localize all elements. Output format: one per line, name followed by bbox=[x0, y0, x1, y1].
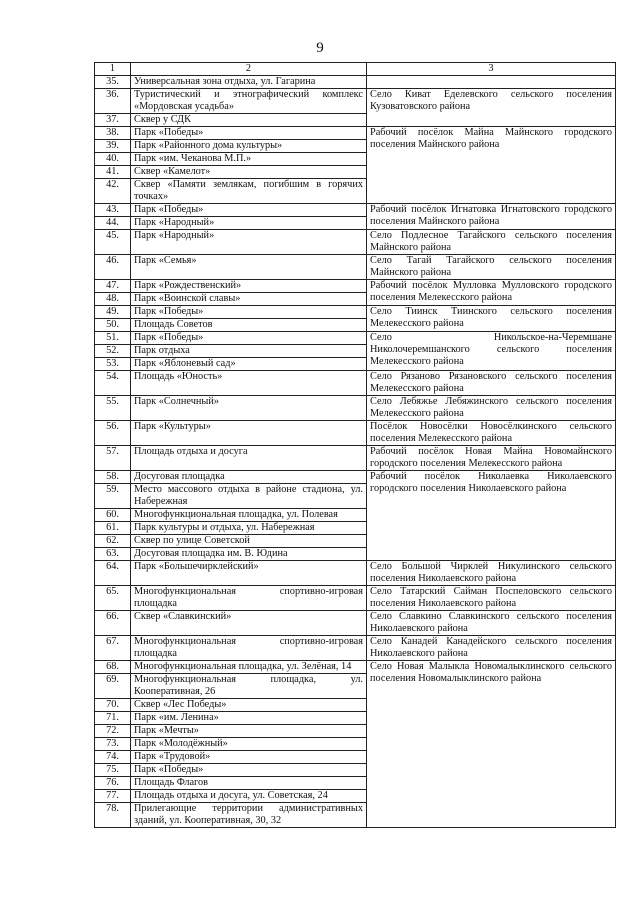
facility-name: Площадь «Юность» bbox=[131, 371, 367, 396]
row-number: 57. bbox=[95, 446, 131, 471]
table-row bbox=[95, 127, 616, 140]
facility-name: Многофункциональная спортивно-игровая площадка bbox=[131, 586, 367, 611]
row-number: 39. bbox=[95, 140, 131, 153]
row-number: 62. bbox=[95, 535, 131, 548]
row-number: 47. bbox=[95, 280, 131, 293]
row-number: 66. bbox=[95, 611, 131, 636]
row-number: 67. bbox=[95, 636, 131, 661]
settlement-location: Рабочий посёлок Новая Майна Новомайнского городского поселения Мелекесского района bbox=[367, 446, 616, 471]
settlement-location: Рабочий посёлок Николаевка Николаевского городского поселения Николаевского района bbox=[367, 471, 616, 561]
facility-name: Сквер «Памяти землякам, погибшим в горячих точках» bbox=[131, 179, 367, 204]
row-number: 52. bbox=[95, 345, 131, 358]
table-row bbox=[95, 255, 616, 280]
row-number: 69. bbox=[95, 674, 131, 699]
row-number: 63. bbox=[95, 548, 131, 561]
table-row bbox=[95, 446, 616, 471]
row-number: 75. bbox=[95, 764, 131, 777]
row-number: 73. bbox=[95, 738, 131, 751]
facility-name: Сквер «Камелот» bbox=[131, 166, 367, 179]
facility-name: Парк «Яблоневый сад» bbox=[131, 358, 367, 371]
row-number: 48. bbox=[95, 293, 131, 306]
row-number: 60. bbox=[95, 509, 131, 522]
row-number: 64. bbox=[95, 561, 131, 586]
row-number: 41. bbox=[95, 166, 131, 179]
facility-name: Многофункциональная площадка, ул. Зелёная, 14 bbox=[131, 661, 367, 674]
row-number: 72. bbox=[95, 725, 131, 738]
facility-name: Парк «Культуры» bbox=[131, 421, 367, 446]
row-number: 35. bbox=[95, 76, 131, 89]
facility-name: Парк «Семья» bbox=[131, 255, 367, 280]
row-number: 65. bbox=[95, 586, 131, 611]
table-row bbox=[95, 661, 616, 674]
settlement-location bbox=[367, 76, 616, 89]
row-number: 59. bbox=[95, 484, 131, 509]
facility-name: Парк «им. Чеканова М.П.» bbox=[131, 153, 367, 166]
table-row bbox=[95, 306, 616, 319]
facility-name: Многофункциональная площадка, ул. Полевая bbox=[131, 509, 367, 522]
table-row bbox=[95, 611, 616, 636]
table-row bbox=[95, 204, 616, 217]
table-row bbox=[95, 230, 616, 255]
facility-name: Место массового отдыха в районе стадиона, ул. Набережная bbox=[131, 484, 367, 509]
row-number: 74. bbox=[95, 751, 131, 764]
row-number: 56. bbox=[95, 421, 131, 446]
facility-name: Парк «им. Ленина» bbox=[131, 712, 367, 725]
facility-name: Парк «Воинской славы» bbox=[131, 293, 367, 306]
header-col-1: 1 bbox=[95, 63, 131, 76]
table-row bbox=[95, 371, 616, 396]
row-number: 76. bbox=[95, 777, 131, 790]
settlement-location: Рабочий посёлок Мулловка Мулловского городского поселения Мелекесского района bbox=[367, 280, 616, 306]
facility-name: Парк «Большечирклейский» bbox=[131, 561, 367, 586]
settlement-location: Село Лебяжье Лебяжинского сельского поселения Мелекесского района bbox=[367, 396, 616, 421]
table-row bbox=[95, 76, 616, 89]
row-number: 44. bbox=[95, 217, 131, 230]
facility-name: Досуговая площадка bbox=[131, 471, 367, 484]
facility-name: Универсальная зона отдыха, ул. Гагарина bbox=[131, 76, 367, 89]
row-number: 53. bbox=[95, 358, 131, 371]
facility-name: Парк «Солнечный» bbox=[131, 396, 367, 421]
table-row bbox=[95, 561, 616, 586]
facility-name: Парк «Победы» bbox=[131, 306, 367, 319]
settlement-location: Село Канадей Канадейского сельского поселения Николаевского района bbox=[367, 636, 616, 661]
row-number: 38. bbox=[95, 127, 131, 140]
facility-name: Парк «Народный» bbox=[131, 230, 367, 255]
facility-name: Парк «Рождественский» bbox=[131, 280, 367, 293]
facility-name: Парк «Районного дома культуры» bbox=[131, 140, 367, 153]
table-row bbox=[95, 421, 616, 446]
facility-name: Сквер «Славкинский» bbox=[131, 611, 367, 636]
table-row bbox=[95, 586, 616, 611]
facility-name: Площадь отдыха и досуга bbox=[131, 446, 367, 471]
settlement-location: Рабочий посёлок Майна Майнского городского поселения Майнского района bbox=[367, 127, 616, 204]
settlement-location: Село Никольское-на-Черемшане Николочеремшанского сельского поселения Мелекесского района bbox=[367, 332, 616, 371]
facility-name: Многофункциональная площадка, ул. Кооперативная, 26 bbox=[131, 674, 367, 699]
row-number: 78. bbox=[95, 803, 131, 828]
row-number: 45. bbox=[95, 230, 131, 255]
facility-name: Прилегающие территории административных зданий, ул. Кооперативная, 30, 32 bbox=[131, 803, 367, 828]
table-row bbox=[95, 471, 616, 484]
row-number: 42. bbox=[95, 179, 131, 204]
page-number: 9 bbox=[316, 40, 324, 56]
row-number: 70. bbox=[95, 699, 131, 712]
table-row bbox=[95, 332, 616, 345]
settlement-location: Село Татарский Сайман Поспеловского сельского поселения Николаевского района bbox=[367, 586, 616, 611]
settlement-location: Посёлок Новосёлки Новосёлкинского сельского поселения Мелекесского района bbox=[367, 421, 616, 446]
row-number: 36. bbox=[95, 89, 131, 114]
row-number: 55. bbox=[95, 396, 131, 421]
table-row bbox=[95, 280, 616, 293]
facility-name: Парк «Победы» bbox=[131, 204, 367, 217]
header-col-3: 3 bbox=[367, 63, 616, 76]
facility-name: Многофункциональная спортивно-игровая площадка bbox=[131, 636, 367, 661]
row-number: 37. bbox=[95, 114, 131, 127]
settlement-location: Село Киват Еделевского сельского поселения Кузоватовского района bbox=[367, 89, 616, 127]
header-col-2: 2 bbox=[131, 63, 367, 76]
settlement-location: Село Тагай Тагайского сельского поселения Майнского района bbox=[367, 255, 616, 280]
facility-name: Парк «Победы» bbox=[131, 127, 367, 140]
row-number: 50. bbox=[95, 319, 131, 332]
settlement-location: Село Тиинск Тиинского сельского поселения Мелекесского района bbox=[367, 306, 616, 332]
row-number: 43. bbox=[95, 204, 131, 217]
facility-name: Досуговая площадка им. В. Юдина bbox=[131, 548, 367, 561]
settlement-location: Рабочий посёлок Игнатовка Игнатовского городского поселения Майнского района bbox=[367, 204, 616, 230]
facility-name: Площадь Советов bbox=[131, 319, 367, 332]
row-number: 46. bbox=[95, 255, 131, 280]
facility-name: Парк «Победы» bbox=[131, 332, 367, 345]
table-row bbox=[95, 89, 616, 114]
settlement-location: Село Большой Чирклей Никулинского сельского поселения Николаевского района bbox=[367, 561, 616, 586]
facility-name: Парк «Победы» bbox=[131, 764, 367, 777]
row-number: 77. bbox=[95, 790, 131, 803]
settlement-location: Село Рязаново Рязановского сельского поселения Мелекесского района bbox=[367, 371, 616, 396]
row-number: 71. bbox=[95, 712, 131, 725]
facility-name: Сквер у СДК bbox=[131, 114, 367, 127]
table-header-row bbox=[95, 63, 616, 76]
facility-name: Парк «Народный» bbox=[131, 217, 367, 230]
settlement-location: Село Подлесное Тагайского сельского поселения Майнского района bbox=[367, 230, 616, 255]
row-number: 40. bbox=[95, 153, 131, 166]
facility-name: Парк культуры и отдыха, ул. Набережная bbox=[131, 522, 367, 535]
settlement-location: Село Новая Малыкла Новомалыклинского сельского поселения Новомалыклинского района bbox=[367, 661, 616, 828]
facility-name: Туристический и этнографический комплекс «Мордовская усадьба» bbox=[131, 89, 367, 114]
facility-name: Площадь отдыха и досуга, ул. Советская, 24 bbox=[131, 790, 367, 803]
row-number: 54. bbox=[95, 371, 131, 396]
facility-name: Площадь Флагов bbox=[131, 777, 367, 790]
row-number: 51. bbox=[95, 332, 131, 345]
facility-name: Парк «Мечты» bbox=[131, 725, 367, 738]
facilities-table bbox=[94, 62, 616, 828]
facility-name: Сквер «Лес Победы» bbox=[131, 699, 367, 712]
facility-name: Парк «Молодёжный» bbox=[131, 738, 367, 751]
facility-name: Парк «Трудовой» bbox=[131, 751, 367, 764]
row-number: 49. bbox=[95, 306, 131, 319]
facility-name: Парк отдыха bbox=[131, 345, 367, 358]
facility-name: Сквер по улице Советской bbox=[131, 535, 367, 548]
settlement-location: Село Славкино Славкинского сельского поселения Николаевского района bbox=[367, 611, 616, 636]
row-number: 61. bbox=[95, 522, 131, 535]
row-number: 58. bbox=[95, 471, 131, 484]
table-row bbox=[95, 396, 616, 421]
table-row bbox=[95, 636, 616, 661]
row-number: 68. bbox=[95, 661, 131, 674]
